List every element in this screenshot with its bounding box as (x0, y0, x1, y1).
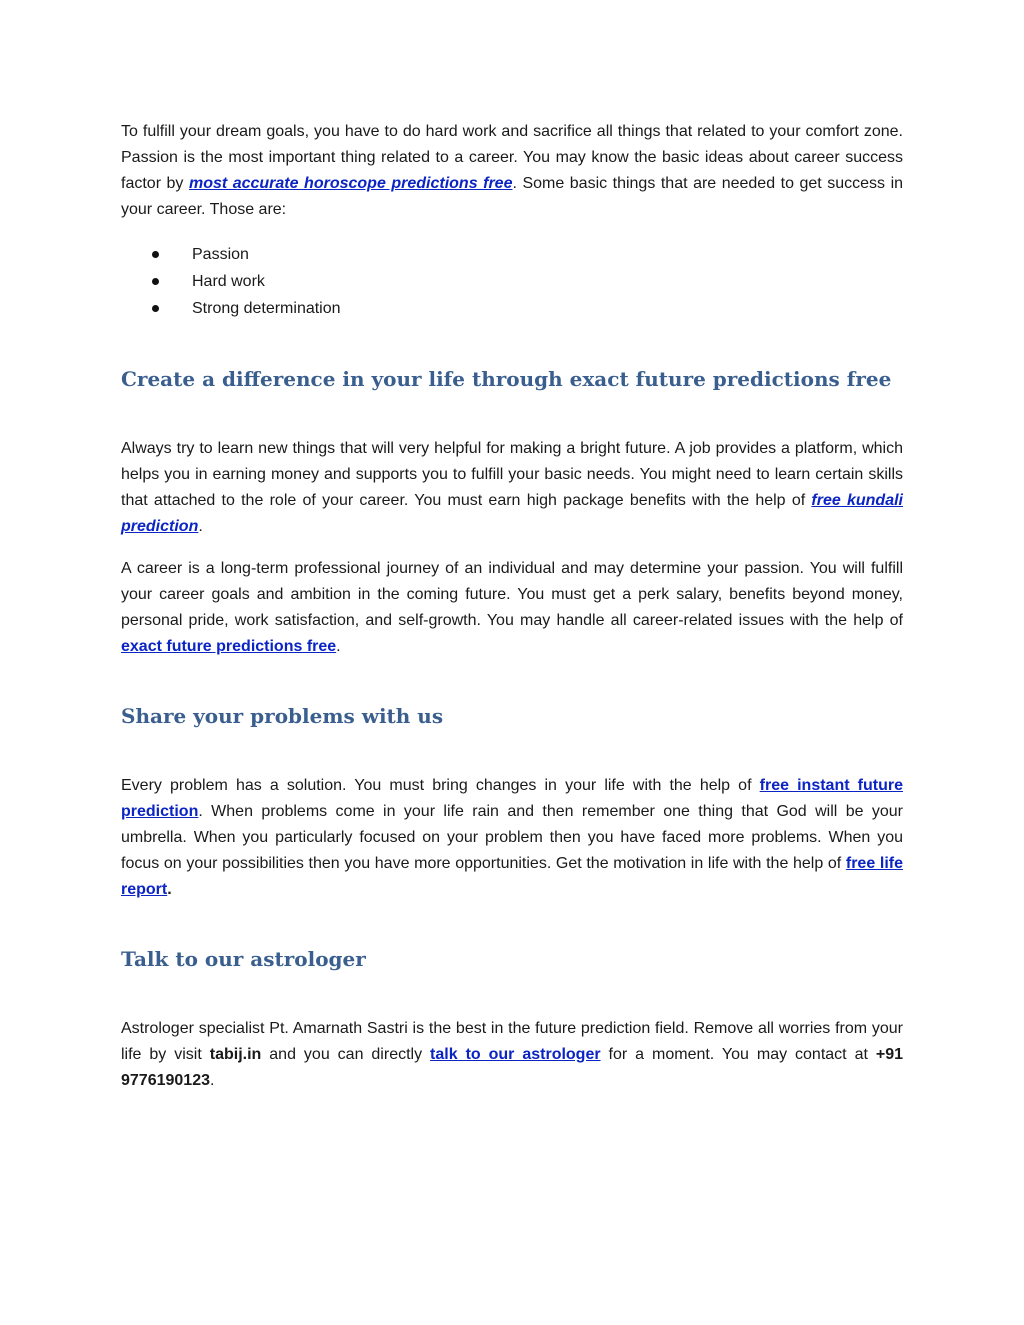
section-heading-difference: Create a difference in your life through exact future predictions free (121, 367, 892, 391)
list-item: Hard work (121, 268, 903, 295)
section1-paragraph-2: A career is a long-term professional journey of an individual and may determine your passion. You will fulfill your career goals and ambition in the coming future. You must get a perk salary, benefits beyond money, personal pride, work satisfaction, and self-growth. You may handle all career-related issues with the help of exact future predictions free. (121, 560, 903, 655)
life-report-link[interactable]: free life report (121, 855, 903, 898)
bullet-icon (152, 251, 159, 258)
career-factors-list (121, 241, 903, 322)
kundali-prediction-link[interactable]: free kundali prediction (121, 492, 903, 535)
bullet-icon (152, 305, 159, 312)
section-heading-astrologer: Talk to our astrologer (121, 947, 366, 971)
section3-paragraph: Astrologer specialist Pt. Amarnath Sastri is the best in the future prediction field. Remove all worries from your life by visit tabij.in and you can directly talk to our astrologer for a moment. You may contact at +91 9776190123. (121, 1020, 904, 1089)
section1-paragraph-1: Always try to learn new things that will very helpful for making a bright future. A job provides a platform, which helps you in earning money and supports you to fulfill your basic needs. You might need to learn certain skills that attached to the role of your career. You must earn high package benefits with the help of free kundali prediction. (121, 440, 903, 535)
document-page (121, 119, 903, 1094)
bullet-icon (152, 278, 159, 285)
intro-text-end: . Some basic things that are needed to get success in your career. Those are: (121, 175, 904, 218)
intro-text: To fulfill your dream goals, you have to do hard work and sacrifice all things that related to your comfort zone. Passion is the most important thing related to a career. You may know the basic ideas about career success factor by (121, 123, 903, 192)
instant-future-prediction-link[interactable]: free instant future prediction (121, 777, 903, 820)
phone-number: +91 9776190123 (121, 1046, 904, 1089)
section2-paragraph: Every problem has a solution. You must bring changes in your life with the help of free instant future prediction. When problems come in your life rain and then remember one thing that God will be your umbrella. When you particularly focused on your problem then you have faced more problems. When you focus on your possibilities then you have more opportunities. Get the motivation in life with the help of free life report. (121, 777, 903, 898)
list-item: Strong determination (121, 295, 903, 322)
talk-to-astrologer-link[interactable]: talk to our astrologer (430, 1046, 601, 1063)
section-heading-problems: Share your problems with us (121, 704, 444, 728)
future-predictions-link[interactable]: exact future predictions free (121, 638, 337, 655)
horoscope-predictions-link[interactable]: most accurate horoscope predictions free (188, 175, 513, 192)
list-item: Passion (121, 241, 903, 268)
intro-paragraph (121, 119, 903, 223)
site-name: tabij.in (209, 1046, 262, 1063)
